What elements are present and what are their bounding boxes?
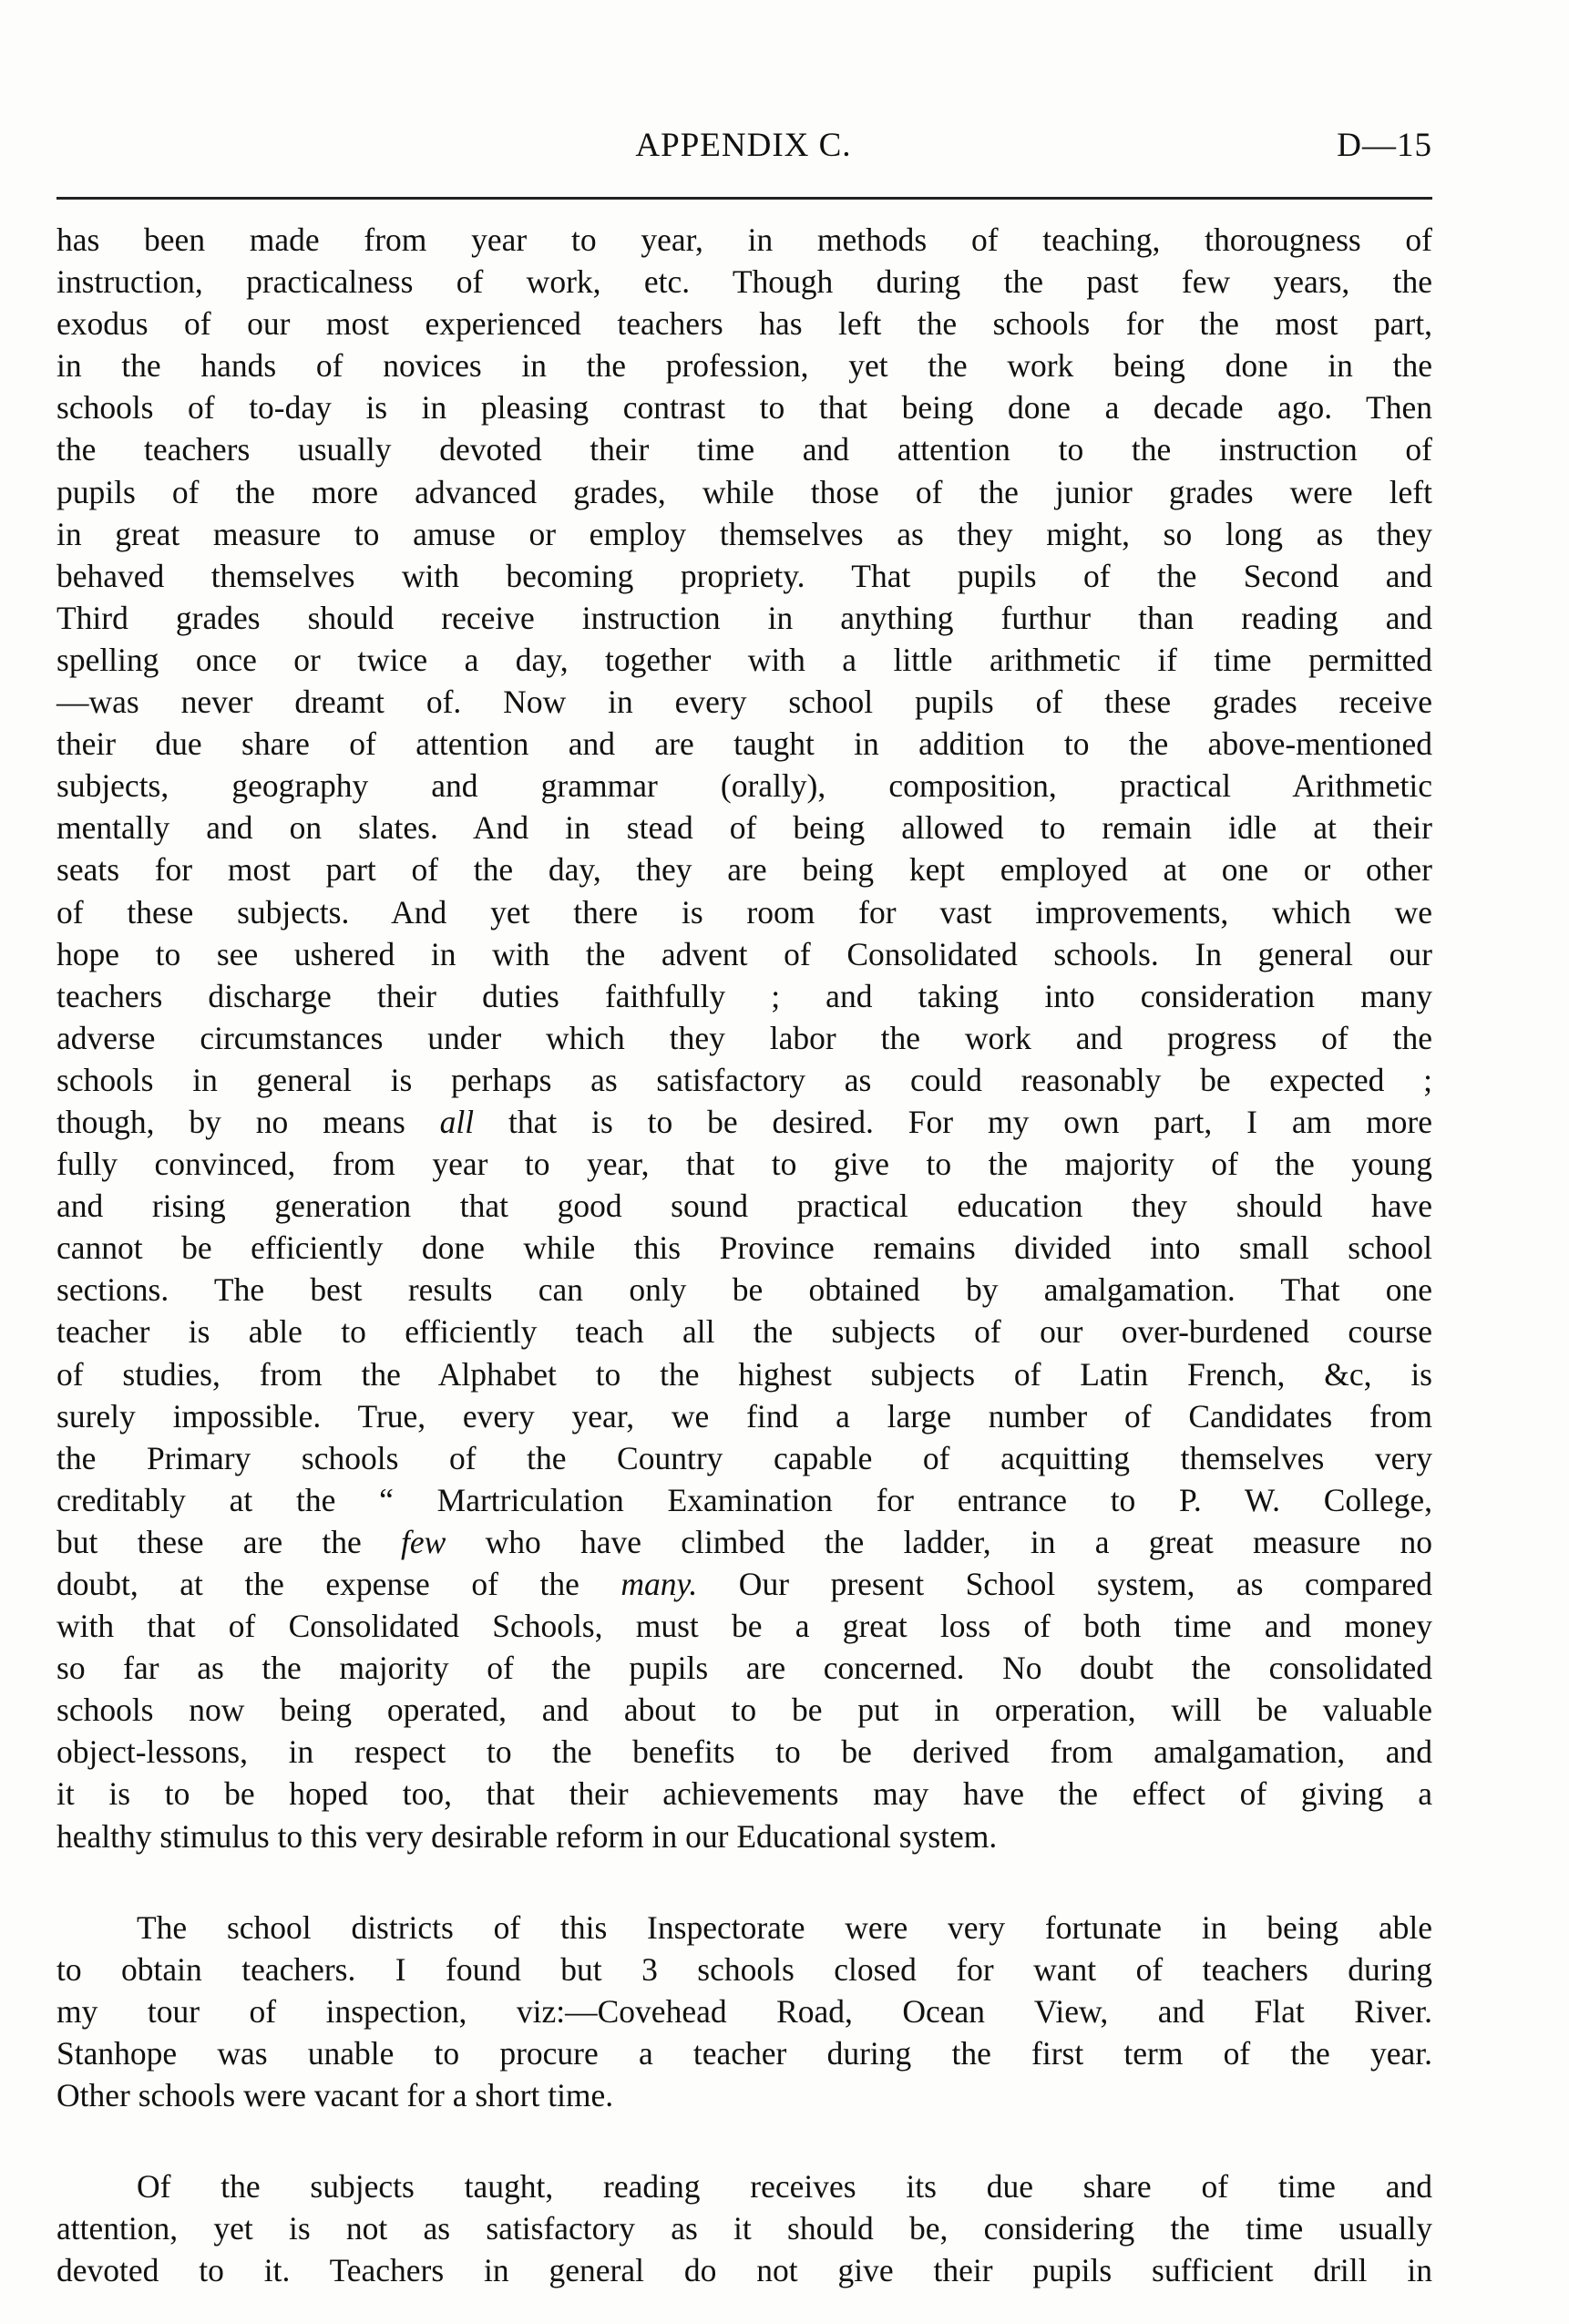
- text-line: fully convinced, from year to year, that to give to the majority of the young: [56, 1146, 1432, 1183]
- text-line: instruction, practicalness of work, etc. Though during the past few years, the: [56, 263, 1432, 301]
- text-line: the teachers usually devoted their time and attention to the instruction of: [56, 431, 1432, 468]
- text-line: in great measure to amuse or employ themselves as they might, so long as they: [56, 515, 1432, 552]
- text-segment: but these are the: [56, 1523, 362, 1560]
- italic-word: all: [439, 1103, 475, 1140]
- text-line: pupils of the more advanced grades, while those of the junior grades were left: [56, 473, 1432, 510]
- text-line: of studies, from the Alphabet to the highest subjects of Latin French, &c, is: [56, 1355, 1432, 1393]
- appendix-title: APPENDIX C.: [635, 127, 852, 164]
- paragraph-3: [56, 2165, 1432, 2291]
- text-line: the Primary schools of the Country capable of acquitting themselves very: [56, 1439, 1432, 1476]
- page-header: [55, 126, 1432, 180]
- text-line: Stanhope was unable to procure a teacher during the first term of the year.: [56, 2034, 1432, 2072]
- text-line: it is to be hoped too, that their achievements may have the effect of giving a: [56, 1775, 1432, 1813]
- header-rule: [56, 197, 1432, 200]
- text-line: sections. The best results can only be obtained by amalgamation. That one: [56, 1271, 1432, 1309]
- text-line: exodus of our most experienced teachers has left the schools for the most part,: [56, 305, 1432, 343]
- text-line: adverse circumstances under which they labor the work and progress of the: [56, 1019, 1432, 1056]
- text-line: of these subjects. And yet there is room for vast improvements, which we: [56, 893, 1432, 931]
- text-line: attention, yet is not as satisfactory as it should be, considering the time usually: [56, 2210, 1432, 2247]
- text-line: surely impossible. True, every year, we find a large number of Candidates from: [56, 1397, 1432, 1435]
- text-line: with that of Consolidated Schools, must be a great loss of both time and money: [56, 1608, 1432, 1645]
- text-line: Other schools were vacant for a short time.: [56, 2077, 614, 2114]
- text-line: so far as the majority of the pupils are concerned. No doubt the consolidated: [56, 1650, 1432, 1687]
- text-line: and rising generation that good sound practical education they should have: [56, 1188, 1432, 1225]
- text-line: spelling once or twice a day, together with a little arithmetic if time permitted: [56, 641, 1432, 678]
- text-line: hope to see ushered in with the advent of Consolidated schools. In general our: [56, 935, 1432, 972]
- text-line: to obtain teachers. I found but 3 schools closed for want of teachers during: [56, 1950, 1432, 1988]
- paragraph-2: [56, 1907, 1432, 2116]
- text-line: schools in general is perhaps as satisfactory as could reasonably be expected ;: [56, 1061, 1432, 1098]
- text-line: devoted to it. Teachers in general do not give their pupils sufficient drill in: [56, 2252, 1432, 2289]
- text-segment: doubt, at the expense of the: [56, 1566, 579, 1602]
- text-line: Third grades should receive instruction in anything furthur than reading and: [56, 599, 1432, 636]
- text-segment: Our present School system, as compared: [697, 1566, 1432, 1602]
- text-line: Of the subjects taught, reading receives its due share of time and: [137, 2168, 1432, 2206]
- text-line: behaved themselves with becoming propriety. That pupils of the Second and: [56, 557, 1432, 594]
- text-line: object-lessons, in respect to the benefits to be derived from amalgamation, and: [56, 1733, 1432, 1771]
- text-line: their due share of attention and are taught in addition to the above-mentioned: [56, 725, 1432, 763]
- text-segment: that is to be desired. For my own part, I am more: [474, 1103, 1433, 1140]
- text-line: mentally and on slates. And in stead of being allowed to remain idle at their: [56, 809, 1432, 847]
- text-line: healthy stimulus to this very desirable reform in our Educational system.: [56, 1817, 998, 1855]
- text-line: has been made from year to year, in methods of teaching, thorougness of: [56, 221, 1432, 258]
- page-number: D—15: [1337, 127, 1432, 164]
- text-segment: who have climbed the ladder, in a great measure no: [446, 1523, 1433, 1560]
- text-line: creditably at the “ Martriculation Examination for entrance to P. W. College,: [56, 1481, 1432, 1518]
- text-line: my tour of inspection, viz:—Covehead Road, Ocean View, and Flat River.: [56, 1992, 1432, 2030]
- text-line: [56, 1101, 1432, 1143]
- text-line: teacher is able to efficiently teach all the subjects of our over-burdened course: [56, 1313, 1432, 1351]
- text-line: cannot be efficiently done while this Province remains divided into small school: [56, 1229, 1432, 1267]
- italic-word: few: [401, 1523, 446, 1560]
- body-text: [56, 219, 1432, 2291]
- text-line: in the hands of novices in the profession, yet the work being done in the: [56, 347, 1432, 385]
- text-line: subjects, geography and grammar (orally), composition, practical Arithmetic: [56, 767, 1432, 805]
- text-line: The school districts of this Inspectorate were very fortunate in being able: [137, 1908, 1432, 1946]
- italic-word: many.: [620, 1566, 698, 1602]
- text-line: [56, 1521, 1432, 1563]
- text-line: schools of to-day is in pleasing contrast to that being done a decade ago. Then: [56, 389, 1432, 427]
- text-segment: though, by no means: [56, 1103, 405, 1140]
- text-line: seats for most part of the day, they are being kept employed at one or other: [56, 851, 1432, 889]
- text-line: schools now being operated, and about to be put in orperation, will be valuable: [56, 1692, 1432, 1729]
- text-line: [56, 1563, 1432, 1605]
- paragraph-1: [56, 219, 1432, 1857]
- text-line: teachers discharge their duties faithfully ; and taking into consideration many: [56, 977, 1432, 1014]
- text-line: —was never dreamt of. Now in every school pupils of these grades receive: [56, 684, 1432, 721]
